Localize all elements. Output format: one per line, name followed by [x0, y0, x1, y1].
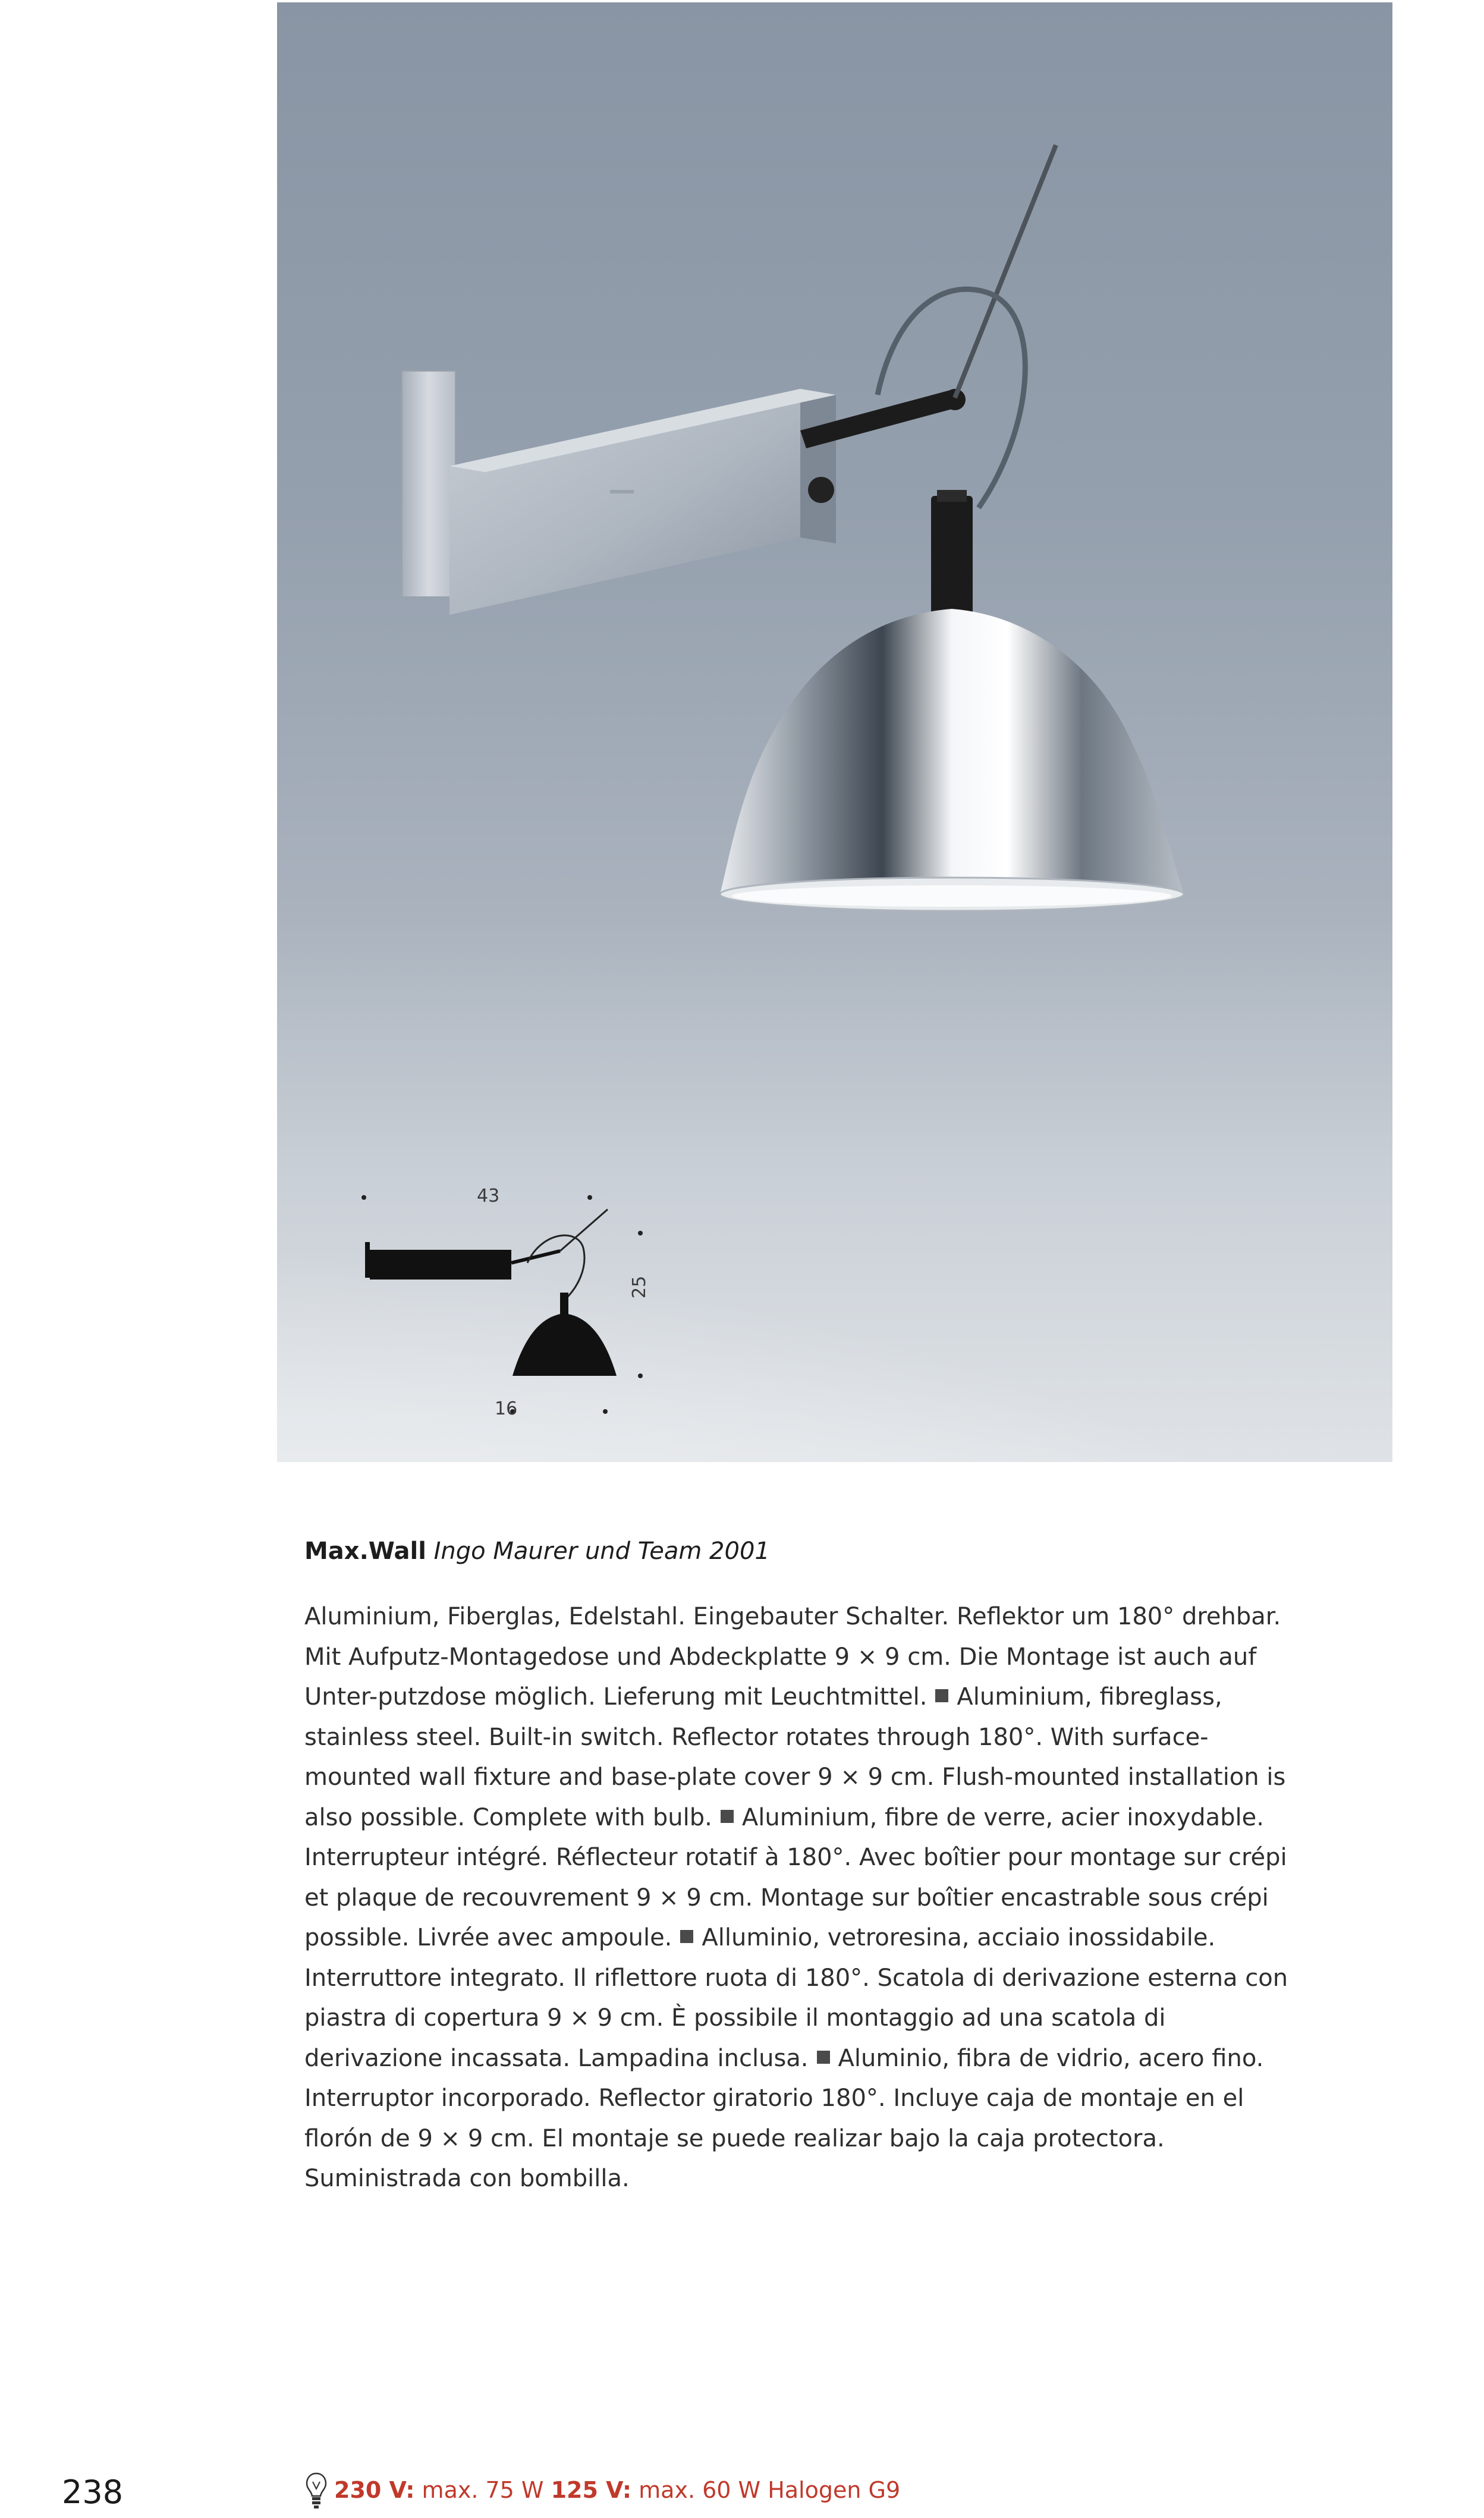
- product-name: Max.Wall: [304, 1538, 426, 1565]
- dimension-drawing: [316, 1174, 649, 1435]
- description-it: Alluminio, vetroresina, acciaio inossidabile. Interruttore integrato. Il riflettore ruota di 180°. Scatola di derivazione esterna con piastra di copertura 9 × 9 cm. È possibile il montaggio ad una scatola di derivazione incassata. Lampadina inclusa.: [304, 1924, 1288, 2072]
- description-fr: Aluminium, fibre de verre, acier inoxydable. Interrupteur intégré. Réflecteur rotatif à 180°. Avec boîtier pour montage sur crépi et plaque de recouvrement 9 × 9 cm. Montage sur boîtier encastrable sous crépi possible. Livrée avec ampoule.: [304, 1803, 1287, 1951]
- separator-square: [721, 1810, 734, 1823]
- voltage-125-label: 125 V:: [551, 2477, 632, 2503]
- voltage-125-value: max. 60 W Halogen G9: [639, 2477, 901, 2503]
- product-description: [304, 1597, 1291, 2199]
- product-title: [304, 1538, 1315, 1565]
- separator-square: [935, 1689, 948, 1702]
- voltage-230-value: max. 75 W: [422, 2477, 544, 2503]
- separator-square: [817, 2051, 830, 2064]
- separator-square: [680, 1930, 693, 1943]
- dimension-width: 43: [477, 1186, 500, 1206]
- page-number: 238: [62, 2473, 124, 2511]
- description-en: Aluminium, fibreglass, stainless steel. Built-in switch. Reflector rotates through 180°. With surface-mounted wall fixture and base-plate cover 9 × 9 cm. Flush-mounted installation is also possible. Complete with bulb.: [304, 1683, 1286, 1831]
- power-specs: [304, 2475, 1137, 2510]
- dimension-depth: 16: [495, 1398, 518, 1419]
- dimension-height: 25: [629, 1275, 650, 1299]
- product-photo: [277, 2, 1392, 1462]
- voltage-230-label: 230 V:: [334, 2477, 415, 2503]
- description-es: Aluminio, fibra de vidrio, acero fino. Interruptor incorporado. Reflector giratorio 180°. Incluye caja de montaje en el florón de 9 × 9 cm. El montaje se puede realizar bajo la caja protectora. Suministrada con bombilla.: [304, 2044, 1264, 2192]
- description-de: Aluminium, Fiberglas, Edelstahl. Eingebauter Schalter. Reflektor um 180° drehbar. Mit Aufputz-Montagedose und Abdeckplatte 9 × 9 cm. Die Montage ist auch auf Unter-putzdose möglich. Lieferung mit Leuchtmittel.: [304, 1603, 1281, 1711]
- product-credit: Ingo Maurer und Team 2001: [433, 1538, 770, 1565]
- bulb-icon: [304, 2471, 328, 2510]
